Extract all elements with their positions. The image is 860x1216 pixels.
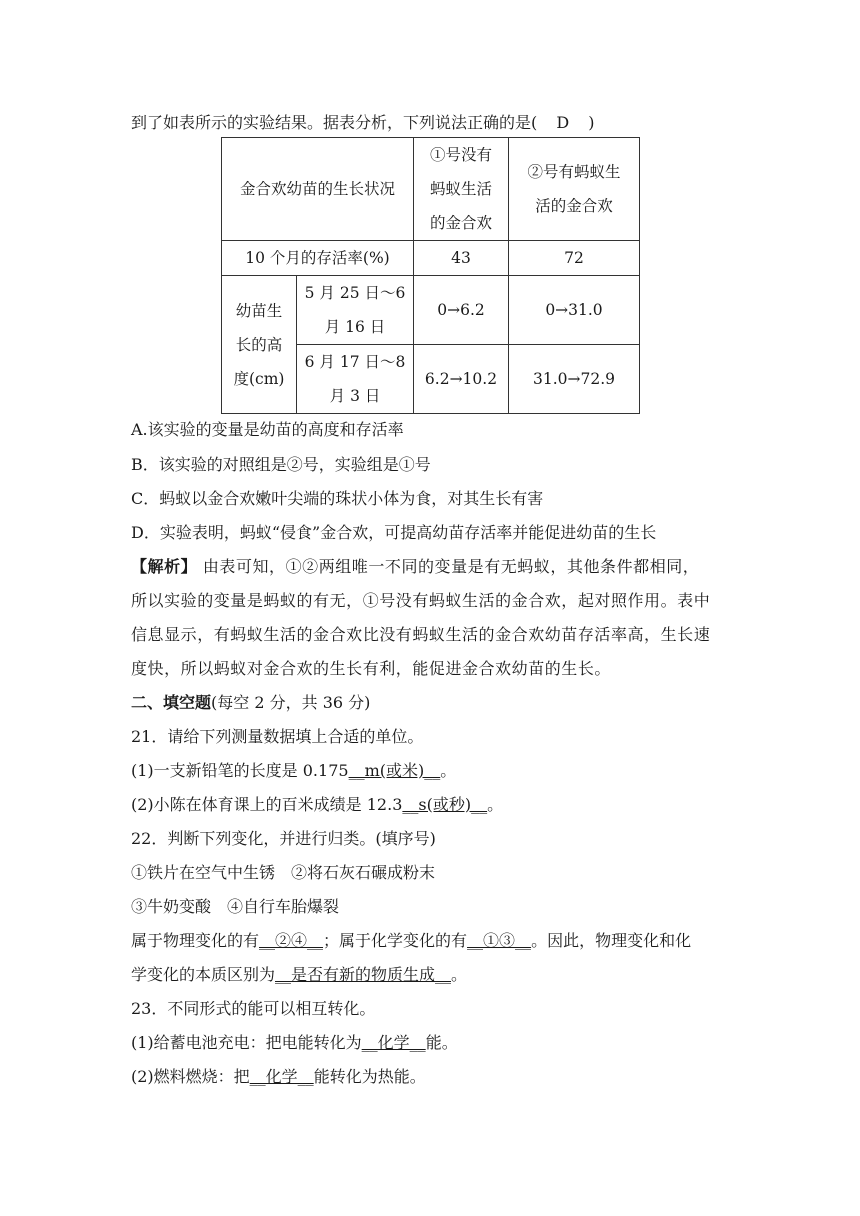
q23-stem: 23．不同形式的能可以相互转化。	[131, 999, 376, 1018]
q22-stem: 22．判断下列变化，并进行归类。(填序号)	[131, 829, 436, 848]
col1-header-line: 蚂蚁生活	[429, 180, 492, 198]
period1-label-line: 5 月 25 日～6	[304, 284, 406, 302]
question-intro	[131, 112, 595, 134]
answer-choice: D	[556, 113, 570, 132]
q22-items: ①铁片在空气中生锈 ②将石灰石碾成粉末	[131, 863, 436, 882]
table-col1-header	[414, 138, 509, 241]
period1-value-2: 0→31.0	[509, 276, 640, 345]
section-heading	[131, 692, 370, 714]
table-col2-header	[509, 138, 640, 241]
option-d: D．实验表明，蚂蚁“侵食”金合欢，可提高幼苗存活率并能促进幼苗的生长	[131, 523, 657, 542]
survival-value-1: 43	[414, 241, 509, 276]
q21-part1-text: (1)一支新铅笔的长度是 0.175	[131, 761, 349, 780]
period2-value-2: 31.0→72.9	[509, 345, 640, 414]
q21-part2-end: 。	[487, 795, 504, 814]
height-label-line: 长的高	[235, 335, 283, 354]
q23-part1	[131, 1032, 458, 1054]
height-label-line: 幼苗生	[235, 301, 283, 320]
q23-part2	[131, 1066, 426, 1088]
option-b: B．该实验的对照组是②号，实验组是①号	[131, 455, 431, 474]
table-row	[222, 241, 640, 276]
section-title: 二、填空题	[131, 693, 212, 712]
option-a: A.该实验的变量是幼苗的高度和存活率	[131, 420, 404, 439]
col1-header-line: ①号没有	[429, 146, 492, 164]
period2-label-line: 6 月 17 日～8	[304, 353, 406, 371]
col2-header-line: ②号有蚂蚁生	[527, 163, 621, 181]
q22-items: ③牛奶变酸 ④自行车胎爆裂	[131, 897, 340, 916]
survival-label: 10 个月的存活率(%)	[222, 241, 414, 276]
period2-label	[297, 345, 414, 414]
height-label	[222, 276, 297, 414]
q21-part2	[131, 794, 503, 816]
analysis-tag: 【解析】	[131, 557, 198, 576]
table-header-label: 金合欢幼苗的生长状况	[222, 138, 414, 241]
analysis-text: 由表可知，①②两组唯一不同的变量是有无蚂蚁，其他条件都相同，	[197, 557, 700, 576]
q21-part2-answer: __s(或秒)__	[402, 795, 488, 814]
q21-part1	[131, 760, 456, 782]
col2-header-line: 活的金合欢	[535, 197, 613, 215]
q23-part2-end: 能转化为热能。	[313, 1067, 426, 1086]
period1-value-1: 0→6.2	[414, 276, 509, 345]
col1-header-line: 的金合欢	[429, 214, 492, 232]
section-note: (每空 2 分，共 36 分)	[211, 693, 371, 712]
q22-chemical-answer: __①③__	[467, 931, 532, 950]
height-label-line: 度(cm)	[233, 369, 285, 388]
q23-part2-answer: __化学__	[249, 1067, 314, 1086]
q22-text: ；属于化学变化的有	[323, 931, 468, 950]
q22-text: 属于物理变化的有	[131, 931, 260, 950]
option-c: C．蚂蚁以金合欢嫩叶尖端的珠状小体为食，对其生长有害	[131, 489, 544, 508]
period2-value-1: 6.2→10.2	[414, 345, 509, 414]
q21-part1-answer: __m(或米)__	[348, 761, 441, 780]
q23-part1-text: (1)给蓄电池充电：把电能转化为	[131, 1033, 362, 1052]
q21-stem: 21．请给下列测量数据填上合适的单位。	[131, 727, 424, 746]
period2-label-line: 月 3 日	[329, 387, 381, 405]
results-table	[221, 137, 640, 414]
q22-answer-line	[131, 964, 467, 986]
analysis-line: 度快，所以蚂蚁对金合欢的生长有利，能促进金合欢幼苗的生长。	[131, 659, 611, 678]
q22-essence-answer: __是否有新的物质生成__	[275, 965, 452, 984]
q21-part1-end: 。	[440, 761, 457, 780]
q22-text: 。因此，物理变化和化	[531, 931, 692, 950]
q22-answer-line	[131, 930, 691, 952]
q22-text: 学变化的本质区别为	[131, 965, 276, 984]
q21-part2-text: (2)小陈在体育课上的百米成绩是 12.3	[131, 795, 403, 814]
survival-value-2: 72	[509, 241, 640, 276]
q23-part1-answer: __化学__	[361, 1033, 426, 1052]
period1-label-line: 月 16 日	[324, 318, 386, 336]
table-row	[222, 276, 640, 345]
question-intro-close: )	[588, 113, 595, 132]
analysis-line	[131, 556, 699, 578]
q23-part2-text: (2)燃料燃烧：把	[131, 1067, 250, 1086]
analysis-line: 所以实验的变量是蚂蚁的有无，①号没有蚂蚁生活的金合欢，起对照作用。表中	[131, 591, 711, 610]
analysis-line: 信息显示，有蚂蚁生活的金合欢比没有蚂蚁生活的金合欢幼苗存活率高，生长速	[131, 625, 711, 644]
question-intro-text: 到了如表所示的实验结果。据表分析，下列说法正确的是(	[131, 113, 538, 132]
period1-label	[297, 276, 414, 345]
q22-physical-answer: __②④__	[259, 931, 324, 950]
q23-part1-end: 能。	[425, 1033, 458, 1052]
q22-text: 。	[451, 965, 468, 984]
